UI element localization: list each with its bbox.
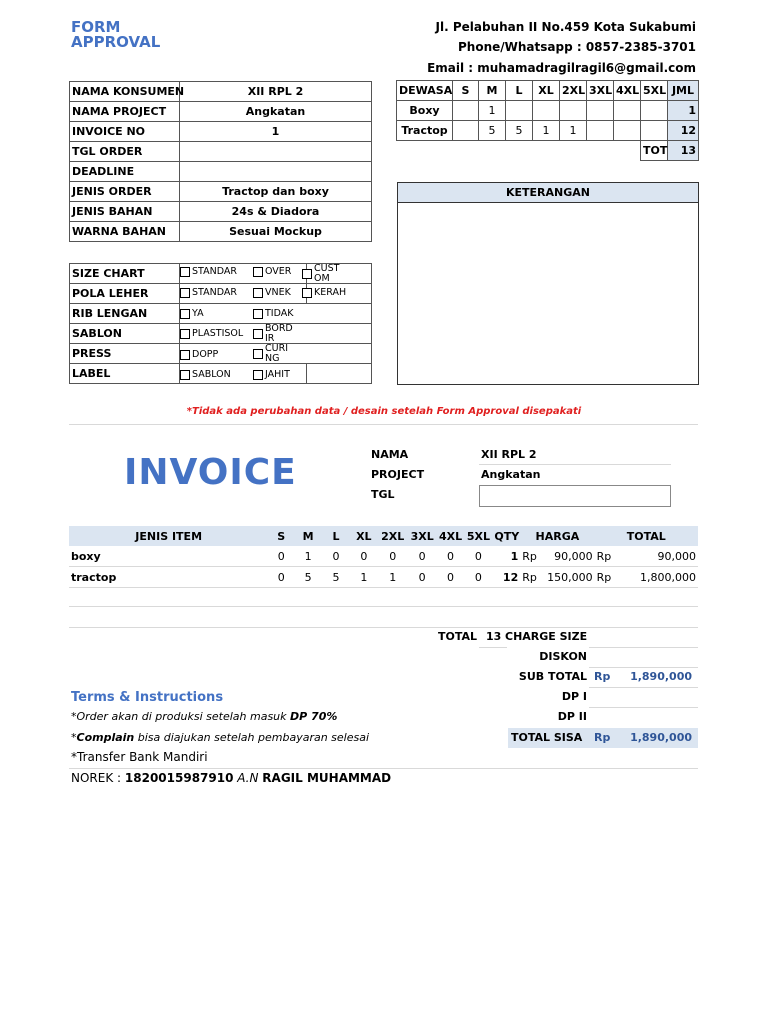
invoice-header: TOTAL	[595, 526, 698, 546]
checkbox-icon[interactable]	[253, 309, 263, 319]
subtotal-currency: Rp	[594, 670, 611, 683]
invoice-header: L	[322, 526, 350, 546]
size-row-name: Tractop	[397, 121, 453, 141]
option-label: POLA LEHER	[70, 284, 180, 304]
size-total-value: 13	[668, 141, 699, 161]
size-row	[397, 101, 699, 121]
size-cell	[641, 121, 668, 141]
order-label: JENIS BAHAN	[70, 202, 180, 222]
size-cell	[641, 101, 668, 121]
item-cell: 1	[378, 567, 408, 588]
invoice-header: QTY	[492, 526, 520, 546]
item-cell: 0	[408, 567, 437, 588]
terms-line-3: *Transfer Bank Mandiri	[71, 750, 208, 764]
terms-line-2: *Complain bisa diajukan setelah pembayaran selesai	[71, 731, 370, 744]
order-label: NAMA KONSUMEN	[70, 82, 180, 102]
total-sisa-value: 1,890,000	[630, 731, 692, 744]
order-value: Tractop dan boxy	[180, 182, 372, 202]
subtotal-label: SUB TOTAL	[518, 670, 587, 683]
form-title: FORM APPROVAL	[71, 18, 161, 51]
item-qty: 1	[492, 546, 520, 567]
size-table	[396, 80, 699, 161]
size-row-name: Boxy	[397, 101, 453, 121]
invoice-tgl-label: TGL	[371, 488, 395, 501]
option-jahit[interactable]: JAHIT	[253, 370, 290, 380]
order-value: Angkatan	[180, 102, 372, 122]
size-cell: 5	[479, 121, 506, 141]
checkbox-icon[interactable]	[180, 288, 190, 298]
option-tidak[interactable]: TIDAK	[253, 309, 293, 319]
order-row	[70, 182, 372, 202]
item-cell: 5	[294, 567, 322, 588]
diskon-label: DISKON	[539, 650, 587, 663]
subtotal-value: 1,890,000	[630, 670, 692, 683]
company-phone: Phone/Whatsapp : 0857-2385-3701	[458, 40, 696, 54]
option-row	[70, 344, 372, 364]
order-row	[70, 202, 372, 222]
dp2-label: DP II	[557, 710, 587, 723]
size-header: S	[453, 81, 479, 101]
item-total: 1,800,000	[615, 567, 698, 588]
invoice-project-label: PROJECT	[371, 468, 425, 481]
item-price: 150,000	[541, 567, 595, 588]
option-sablon[interactable]: SABLON	[180, 370, 231, 380]
size-cell	[614, 101, 641, 121]
size-row-total: 12	[668, 121, 699, 141]
invoice-header: S	[268, 526, 294, 546]
order-row	[70, 222, 372, 242]
order-value	[180, 162, 372, 182]
size-header: 4XL	[614, 81, 641, 101]
size-header: 3XL	[587, 81, 614, 101]
size-header: XL	[533, 81, 560, 101]
approval-notice: *Tidak ada perubahan data / desain setelah Form Approval disepakati	[186, 406, 582, 417]
option-ya[interactable]: YA	[180, 309, 204, 319]
company-address: Jl. Pelabuhan II No.459 Kota Sukabumi	[435, 20, 696, 34]
item-currency: Rp	[595, 546, 616, 567]
item-name: tractop	[69, 567, 268, 588]
invoice-header-row	[69, 526, 698, 546]
item-qty: 12	[492, 567, 520, 588]
order-label: NAMA PROJECT	[70, 102, 180, 122]
size-header: L	[506, 81, 533, 101]
item-currency: Rp	[520, 546, 541, 567]
total-label: TOTAL	[438, 630, 478, 643]
item-price: 90,000	[541, 546, 595, 567]
order-row	[70, 82, 372, 102]
invoice-header: 2XL	[378, 526, 408, 546]
option-over[interactable]: OVER	[253, 267, 291, 277]
size-cell	[453, 101, 479, 121]
order-row	[70, 142, 372, 162]
item-cell: 5	[322, 567, 350, 588]
size-row-total: 1	[668, 101, 699, 121]
dp1-label: DP I	[561, 690, 587, 703]
invoice-header: 4XL	[437, 526, 465, 546]
item-currency: Rp	[520, 567, 541, 588]
order-value: 24s & Diadora	[180, 202, 372, 222]
option-vnek[interactable]: VNEK	[253, 288, 291, 298]
checkbox-icon[interactable]	[253, 370, 263, 380]
checkbox-icon[interactable]	[253, 288, 263, 298]
item-cell: 0	[378, 546, 408, 567]
size-cell	[533, 101, 560, 121]
size-cell	[587, 101, 614, 121]
order-label: INVOICE NO	[70, 122, 180, 142]
checkbox-icon[interactable]	[253, 329, 263, 339]
order-value: Sesuai Mockup	[180, 222, 372, 242]
size-cell: 1	[479, 101, 506, 121]
total-sisa-currency: Rp	[594, 731, 611, 744]
checkbox-icon[interactable]	[180, 350, 190, 360]
order-row	[70, 122, 372, 142]
checkbox-icon[interactable]	[302, 288, 312, 298]
invoice-header: JENIS ITEM	[69, 526, 268, 546]
invoice-header: 3XL	[408, 526, 437, 546]
size-cell	[560, 101, 587, 121]
size-cell	[453, 121, 479, 141]
invoice-nama-label: NAMA	[371, 448, 409, 461]
option-row	[70, 304, 372, 324]
item-cell: 1	[294, 546, 322, 567]
order-label: TGL ORDER	[70, 142, 180, 162]
size-cell	[587, 121, 614, 141]
option-standar[interactable]: STANDAR	[180, 288, 237, 298]
item-cell: 1	[350, 567, 378, 588]
item-name: boxy	[69, 546, 268, 567]
charge-size-label: CHARGE SIZE	[505, 630, 588, 643]
order-row	[70, 162, 372, 182]
item-cell: 0	[464, 546, 492, 567]
item-total: 90,000	[615, 546, 698, 567]
option-label: SABLON	[70, 324, 180, 344]
size-header: 5XL	[641, 81, 668, 101]
item-cell: 0	[437, 546, 465, 567]
item-currency: Rp	[595, 567, 616, 588]
invoice-item-row	[69, 567, 698, 588]
size-header-row	[397, 81, 699, 101]
invoice-project-value: Angkatan	[481, 468, 541, 481]
order-info-table	[69, 81, 372, 242]
size-cell: 5	[506, 121, 533, 141]
company-email: Email : muhamadragilragil6@gmail.com	[427, 61, 696, 75]
size-cell: 1	[533, 121, 560, 141]
option-custom[interactable]: CUSTOM	[302, 264, 346, 284]
checkbox-icon[interactable]	[253, 267, 263, 277]
option-dopp[interactable]: DOPP	[180, 350, 218, 360]
item-cell: 0	[408, 546, 437, 567]
total-sisa-label: TOTAL SISA	[511, 731, 583, 744]
option-kerah[interactable]: KERAH	[302, 288, 346, 298]
item-cell: 0	[464, 567, 492, 588]
size-header: 2XL	[560, 81, 587, 101]
invoice-header: HARGA	[520, 526, 594, 546]
option-label: RIB LENGAN	[70, 304, 180, 324]
checkbox-icon[interactable]	[180, 267, 190, 277]
option-label: PRESS	[70, 344, 180, 364]
checkbox-icon[interactable]	[180, 329, 190, 339]
order-label: JENIS ORDER	[70, 182, 180, 202]
item-cell: 0	[437, 567, 465, 588]
order-row	[70, 102, 372, 122]
item-cell: 0	[268, 567, 294, 588]
keterangan-box[interactable]	[397, 182, 699, 385]
option-label: SIZE CHART	[70, 264, 180, 284]
size-header: DEWASA	[397, 81, 453, 101]
size-header: M	[479, 81, 506, 101]
invoice-header: 5XL	[464, 526, 492, 546]
order-value	[180, 142, 372, 162]
option-curing[interactable]: CURING	[253, 344, 295, 364]
terms-line-1: *Order akan di produksi setelah masuk DP 70%	[71, 710, 338, 723]
checkbox-icon[interactable]	[180, 309, 190, 319]
order-label: DEADLINE	[70, 162, 180, 182]
invoice-header: XL	[350, 526, 378, 546]
invoice-title: INVOICE	[124, 452, 297, 493]
item-cell: 0	[268, 546, 294, 567]
size-total-label: TOT	[641, 141, 668, 161]
item-cell: 0	[350, 546, 378, 567]
size-cell	[506, 101, 533, 121]
size-total-row	[397, 141, 699, 161]
checkbox-icon[interactable]	[302, 269, 312, 279]
option-bordir[interactable]: BORDIR	[253, 324, 295, 344]
option-plastisol[interactable]: PLASTISOL	[180, 329, 243, 339]
terms-title: Terms & Instructions	[71, 690, 224, 705]
option-standar[interactable]: STANDAR	[180, 267, 237, 277]
checkbox-icon[interactable]	[253, 349, 263, 359]
order-value: 1	[180, 122, 372, 142]
size-row	[397, 121, 699, 141]
checkbox-icon[interactable]	[180, 370, 190, 380]
order-value: XII RPL 2	[180, 82, 372, 102]
item-cell: 0	[322, 546, 350, 567]
invoice-items-table	[69, 526, 698, 588]
size-cell: 1	[560, 121, 587, 141]
invoice-nama-value: XII RPL 2	[481, 448, 537, 461]
terms-norek: NOREK : 1820015987910 A.N RAGIL MUHAMMAD	[71, 771, 392, 785]
order-label: WARNA BAHAN	[70, 222, 180, 242]
invoice-tgl-input[interactable]	[479, 485, 671, 507]
size-cell	[614, 121, 641, 141]
keterangan-title: KETERANGAN	[398, 183, 698, 203]
size-header: JML	[668, 81, 699, 101]
option-label: LABEL	[70, 364, 180, 384]
invoice-item-row	[69, 546, 698, 567]
invoice-header: M	[294, 526, 322, 546]
total-qty: 13	[486, 630, 502, 643]
